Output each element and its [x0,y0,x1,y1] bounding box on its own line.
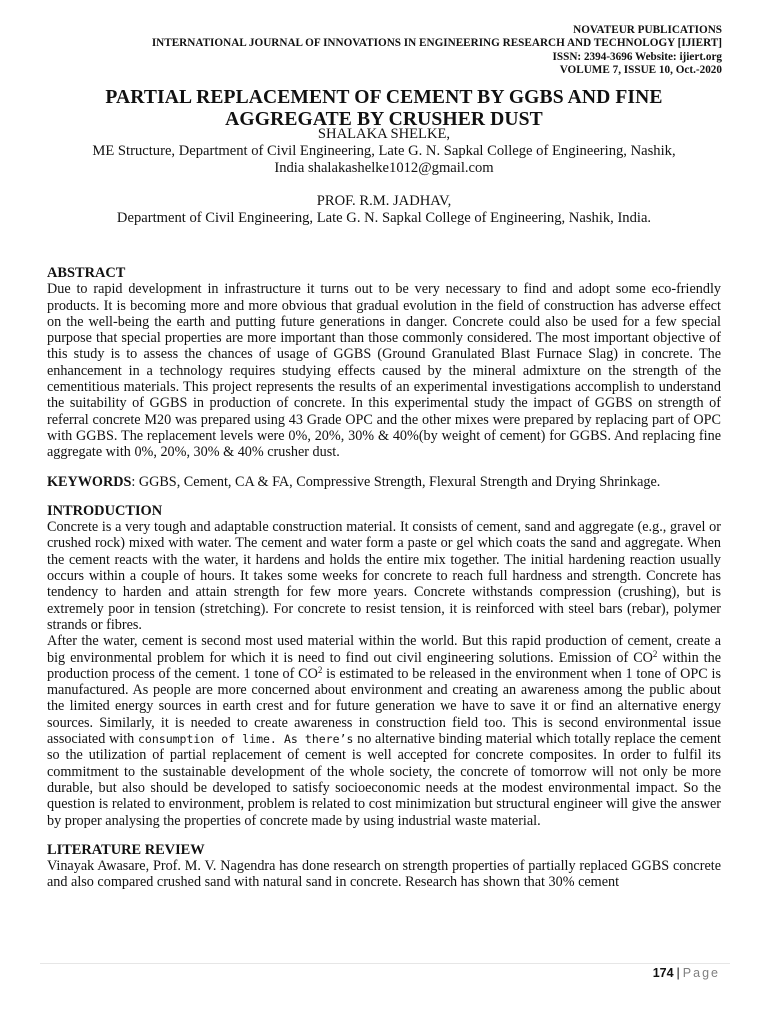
author-2-affiliation: Department of Civil Engineering, Late G. N. Sapkal College of Engineering, Nashik, India. [116,209,652,226]
journal-header [152,24,722,78]
keywords-label: KEYWORDS [47,473,132,490]
paper-body [47,265,721,891]
introduction-paragraph-2: After the water, cement is second most used material within the world. But this rapid production of cement, create a big environmental problem for which it is need to find out civil engineering solutions. Emission of $CO^2$ within the production process of the cement. 1 tone of $CO^2$ is estimated to be released in the environment when 1 tone of OPC is manufactured. As people are more concerned about environment and creating an awareness among the public about the limited energy sources in earth crest and for future generation we have to save it or find an alternative energy sources. Similarly, it is needed to create awareness in construction field too. This is second environmental issue associated with consumption of lime. As there’s no alternative binding material which totally replace the cement so the utilization of partial replacement of cement is well accepted for concrete composites. In order to fulfil its commitment to the sustainable development of the whole society, the concrete of tomorrow will not only be more durable, but also should be developed to satisfy socioeconomic needs at the modest environmental impact. So the question is related to environment, problem is related to cost minimization but structural engineer will give the answer by proper analysing the properties of concrete made by using industrial waste material. [47,633,721,829]
paper-title [40,87,728,131]
keywords-text: : GGBS, Cement, CA & FA, Compressive Strength, Flexural Strength and Drying Shrinkage. [131,473,661,490]
volume-issue: VOLUME 7, ISSUE 10, Oct.-2020 [559,64,722,77]
author-1-name: SHALAKA SHELKE, [317,126,451,142]
literature-review-text: Vinayak Awasare, Prof. M. V. Nagendra has done research on strength properties of partially replaced GGBS concrete and also compared crushed sand with natural sand in concrete. Research has shown that 30% cement [47,858,721,891]
introduction-heading: INTRODUCTION [47,502,163,519]
page-footer [653,966,720,980]
title-line-2: AGGREGATE BY CRUSHER DUST [225,109,543,130]
publisher-name: NOVATEUR PUBLICATIONS [573,24,722,36]
title-line-1: PARTIAL REPLACEMENT OF CEMENT BY GGBS AND FINE [105,87,663,108]
author-1-affiliation: ME Structure, Department of Civil Engineering, Late G. N. Sapkal College of Engineering, Nashik, [92,143,676,160]
introduction-paragraph-1: Concrete is a very tough and adaptable construction material. It consists of cement, sand and aggregate (e.g., gravel or crushed rock) mixed with water. The cement and water form a paste or gel which coats the sand and aggregate. When the cement reacts with the water, it hardens and holds the entire mix together. The initial hardening reaction usually occurs within a couple of hours. It takes some weeks for concrete to reach full hardness and strength. Concrete has tendency to harden and attain strength for few more years. Concrete withstands compression (crushing), but is extremely poor in tension (stretching). For concrete to resist tension, it is reinforced with steel bars (rebar), polymer strands or fibres. [47,519,721,633]
page-label: Page [682,966,720,980]
author-block [40,126,728,227]
footer-divider [40,963,730,964]
keywords-line [47,474,721,490]
literature-review-heading: LITERATURE REVIEW [47,841,205,858]
abstract-heading: ABSTRACT [47,265,126,281]
author-1-contact: India shalakashelke1012@gmail.com [274,160,494,177]
footer-separator: | [676,966,680,980]
abstract-text: Due to rapid development in infrastructure it turns out to be very necessary to find and adopt some eco-friendly products. It is becoming more and more obvious that gradual evolution in the field of construction has adverse effect on the well-being the earth and putting future generations in danger. Concrete could also be used for a few special purpose that special properties are more important than those commonly considered. The most important objective of this study is to assess the chances of usage of GGBS (Ground Granulated Blast Furnace Slag) in concrete. The enhancement in a technology requires studying effects caused by the mineral admixture on the strength of the cementitious materials. This project represents the results of an experimental investigations accomplish to understand the suitability of GGBS in production of concrete. In this experimental study the impact of GGBS on strength of referral concrete M20 was prepared using 43 Grade OPC and the other mixes were prepared by replacing part of OPC with GGBS. The replacement levels were 0%, 20%, 30% & 40%(by weight of cement) for GGBS. And replacing fine aggregate with 0%, 20%, 30% & 40% crusher dust. [47,281,721,461]
journal-name: INTERNATIONAL JOURNAL OF INNOVATIONS IN ENGINEERING RESEARCH AND TECHNOLOGY [IJIERT] [151,37,722,50]
issn-website: ISSN: 2394-3696 Website: ijiert.org [552,50,722,63]
page-number: 174 [652,966,674,980]
author-2-name: PROF. R.M. JADHAV, [316,192,452,209]
